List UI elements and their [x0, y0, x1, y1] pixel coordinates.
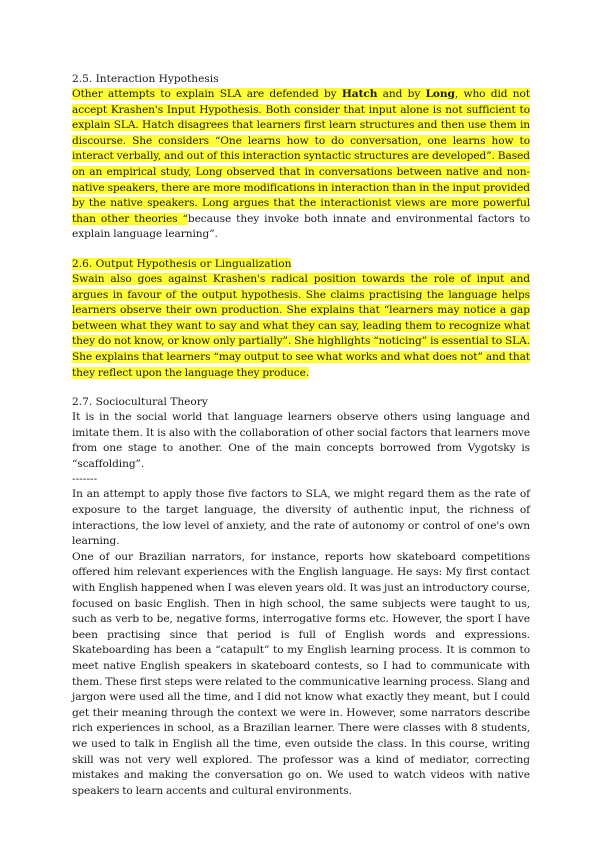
text-run: and by — [377, 88, 426, 100]
section-output-hypothesis — [72, 257, 530, 381]
section-sociocultural-theory — [72, 395, 530, 472]
section-heading-2-6 — [72, 257, 530, 272]
section-heading-2-5: 2.5. Interaction Hypothesis — [72, 73, 219, 85]
section-interaction-hypothesis — [72, 72, 530, 243]
text-run: , who did not accept Krashen's Input Hypothesis. Both consider that input alone is not sufficient to explain SLA. Hatch disagrees that learners first learn structures and then use them in discourse. She considers “One learns how to do conversation, one learns how to interact verbally, and out of this interaction syntactic structures are developed”. Based on an empirical study, Long observed that in conversations between native and non-native speakers, there are more modifications in interaction than in the input provided by the native speakers. Long argues that the interactionist views are more powerful than other theories “ — [72, 88, 530, 225]
highlighted-text: Swain also goes against Krashen's radical position towards the role of input and argues in favour of the output hypothesis. She claims practising the language helps learners observe their own production. She explains that “learners may notice a gap between what they want to say and what they can say, leading them to recognize what they do not know, or know only partially”. She highlights “noticing” is essential to SLA. She explains that learners “may output to see what works and what does not” and that they reflect upon the language they produce. — [72, 272, 530, 379]
output-paragraph — [72, 272, 530, 381]
highlighted-text — [72, 88, 530, 225]
factors-paragraph: In an attempt to apply those five factors to SLA, we might regard them as the rate of exposure to the target language, the diversity of authentic input, the richness of interactions, the low level of anxiety, and the rate of autonomy or control of one's own learning. — [72, 488, 530, 548]
sociocultural-paragraph: It is in the social world that language learners observe others using language and imitate them. It is also with the collaboration of other social factors that learners move from one stage to another. One of the main concepts borrowed from Vygotsky is “scaffolding”. — [72, 411, 530, 470]
narrator-paragraph: One of our Brazilian narrators, for instance, reports how skateboard competitions offered him relevant experiences with the English language. He says: My first contact with English happened when I was eleven years old. It was just an introductory course, focused on basic English. Then in high school, the same subjects were taught to us, such as verb to be, negative forms, interrogative forms etc. However, the sport I have been practising since that period is full of English words and expressions. Skateboarding has been a “catapult” to my English learning process. It is common to meet native English speakers in skateboard contests, so I had to communicate with them. These first steps were related to the communicative learning process. Slang and jargon were used all the time, and I did not know what exactly they meant, but I could get their meaning through the context we were in. However, some narrators describe rich experiences in school, as a Brazilian learner. There were classes with 8 students, we used to talk in English all the time, even outside the class. In this course, writing skill was not very well explored. The professor was a kind of mediator, correcting mistakes and making the conversation go on. We used to watch videos with native speakers to learn accents and cultural environments. — [72, 550, 531, 797]
interaction-paragraph — [72, 87, 530, 243]
separator-dashes: ------- — [72, 473, 98, 486]
author-name-hatch: Hatch — [341, 88, 378, 100]
text-run: Other attempts to explain SLA are defended by — [72, 88, 342, 100]
unhighlighted-quote: because they invoke both innate and environmental factors to explain language learning”. — [72, 212, 530, 241]
highlighted-heading: 2.6. Output Hypothesis or Lingualization — [72, 257, 292, 270]
section-heading-2-7: 2.7. Sociocultural Theory — [72, 396, 208, 409]
author-name-long: Long — [425, 88, 455, 100]
